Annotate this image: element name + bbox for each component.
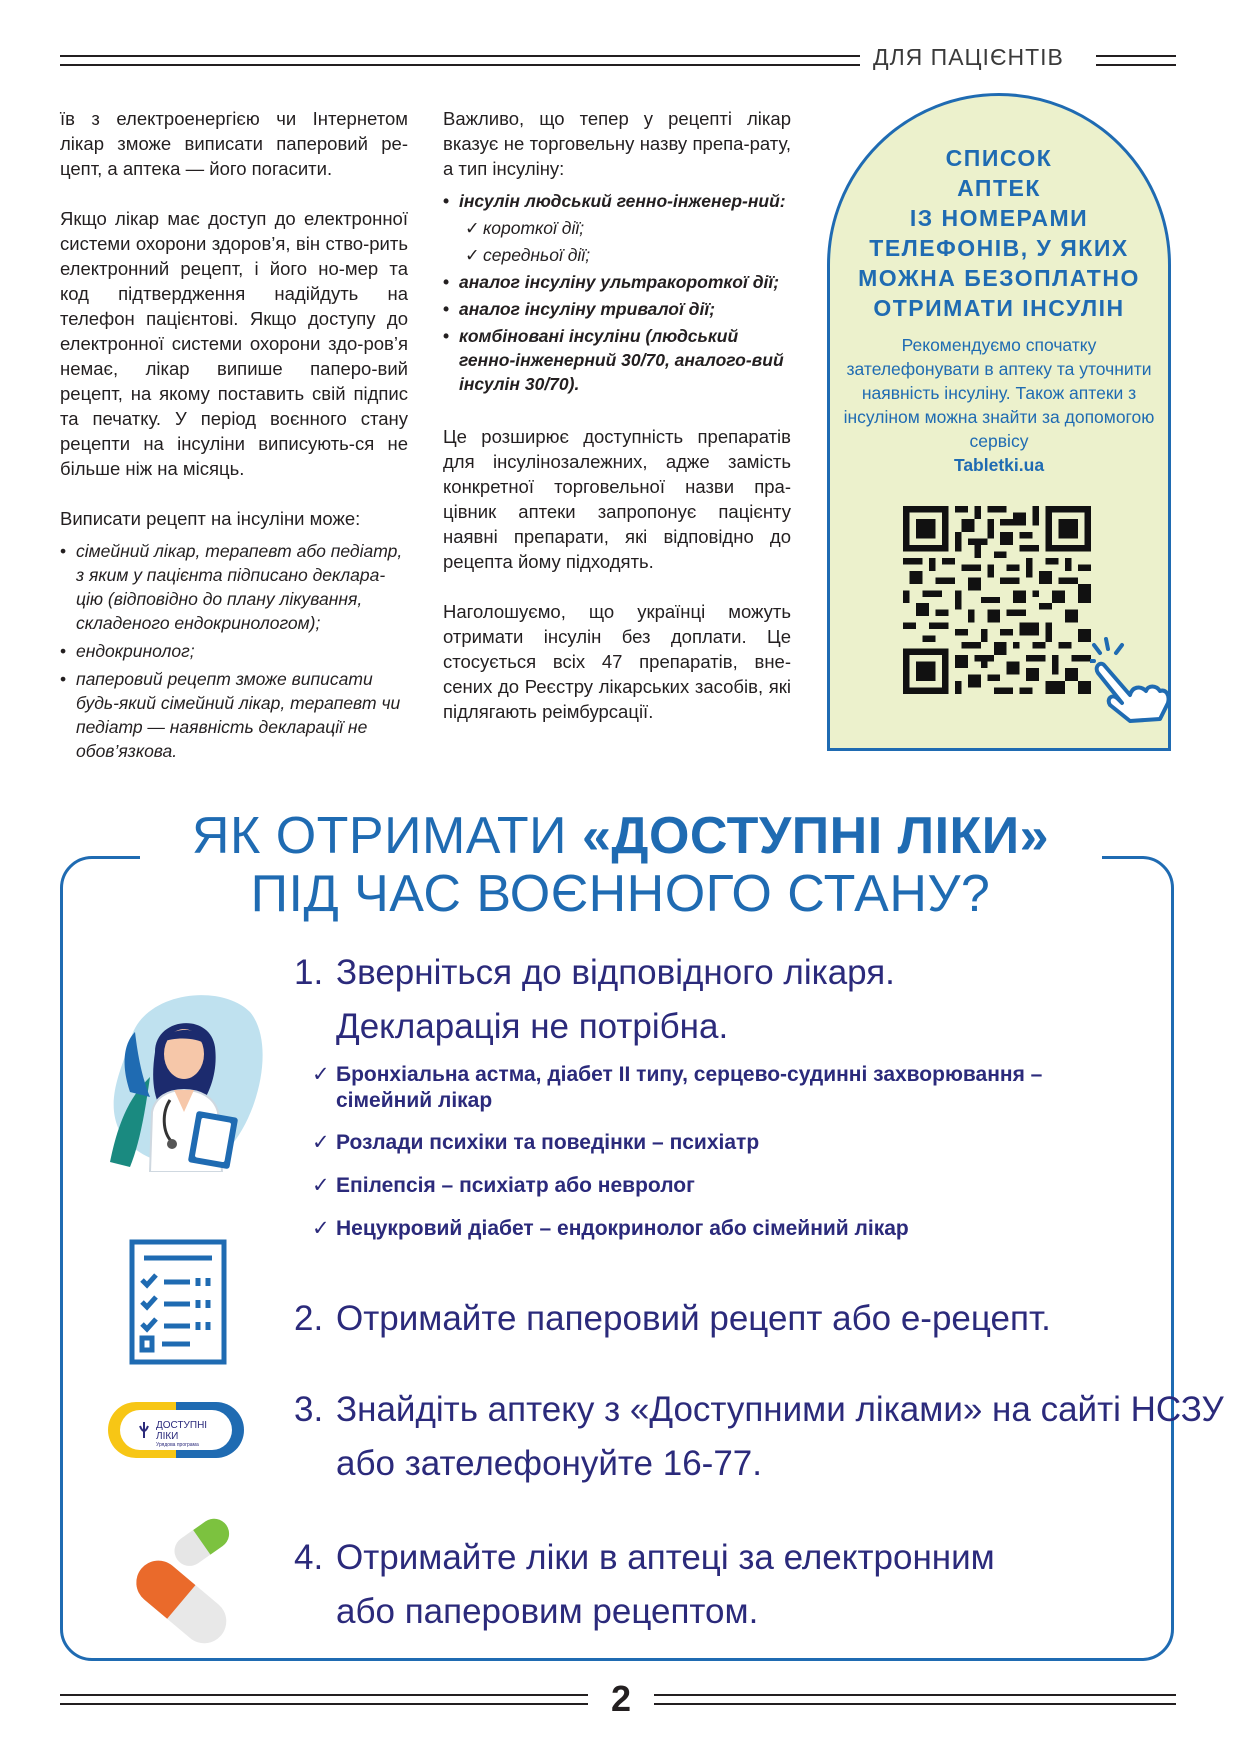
dostupni-liky-logo (104, 1398, 248, 1462)
check-icon: ✓ (312, 1174, 330, 1197)
svg-text:Урядова програма: Урядова програма (156, 1442, 199, 1448)
infobox-title-line2: ПІД ЧАС ВОЄННОГО СТАНУ? (250, 865, 991, 923)
list-item: • сімейний лікар, терапевт або педіатр, з яким у пацієнта підписано деклара-цію (відповідно до плану лікування, складеного ендокринологом); (60, 539, 408, 635)
list-item: • інсулін людський генно-інженер-ний: (443, 189, 791, 213)
paragraph: Це розширює доступність препаратів для інсулінозалежних, адже замість конкретної торговельної назви пра-цівник аптеки запропонує пацієнту наявні препарати, які відповідно до рецепта йому підходять. (443, 426, 791, 572)
section-label: ДЛЯ ПАЦІЄНТІВ (873, 44, 1064, 70)
text-column-1 (60, 106, 408, 767)
insulin-type-list (443, 189, 791, 396)
list-item: • аналог інсуліну ультракороткої дії; (443, 270, 791, 294)
footer-rule-left (60, 1694, 588, 1705)
checklist-icon (128, 1238, 228, 1366)
doctor-item-2: ✓ Розлади психіки та поведінки – психіатр (312, 1131, 760, 1154)
paragraph: Наголошуємо, що українці можуть отримати інсулін без доплати. Це стосується всіх 47 препаратів, вне-сених до Реєстру лікарських засобів, які підлягають реімбурсації. (443, 601, 791, 722)
footer-rule-right (654, 1694, 1176, 1705)
text-column-2 (443, 106, 791, 724)
pharmacy-list-note: Рекомендуємо спочатку зателефонувати в аптеку та уточнити наявність інсуліну. Також аптеки з інсуліном можна знайти за допомогою сервісу Tabletki.ua (843, 335, 1155, 475)
paragraph: Важливо, що тепер у рецепті лікар вказує не торговельну назву препа-рату, а тип інсуліну: (443, 108, 791, 179)
check-icon: ✓ (312, 1131, 330, 1154)
list-subitem: ✓ короткої дії; (443, 216, 791, 240)
list-subitem: ✓ середньої дії; (443, 243, 791, 267)
list-item: • аналог інсуліну тривалої дії; (443, 297, 791, 321)
list-item: • ендокринолог; (60, 639, 408, 663)
paragraph: Якщо лікар має доступ до електронної системи охорони здоров’я, він ство-рить електронний рецепт, і його но-мер та код підтвердження надійдуть на телефон пацієнтові. Якщо доступу до електронної системи охорони здо-ров’я немає, лікар випише паперо-вий рецепт, на якому поставить свій підпис та печатку. У період воєнного стану рецепти на інсуліни виписують-ся не більше ніж на місяць. (60, 208, 408, 479)
prescriber-list (60, 539, 408, 763)
paragraph: їв з електроенергією чи Інтернетом лікар зможе виписати паперовий ре-цепт, а аптека — його погасити. (60, 108, 408, 179)
hand-tap-icon (1090, 635, 1172, 725)
doctor-illustration-icon (100, 982, 270, 1172)
doctor-item-4: ✓ Нецукровий діабет – ендокринолог або сімейний лікар (312, 1217, 909, 1240)
check-icon: ✓ (312, 1063, 330, 1086)
step-4: 4. Отримайте ліки в аптеці за електронним або паперовим рецептом. (294, 1538, 995, 1631)
page-number: 2 (610, 1678, 632, 1719)
svg-text:ДОСТУПНІ: ДОСТУПНІ (156, 1420, 208, 1431)
step-1: 1. Зверніться до відповідного лікаря. Декларація не потрібна. (294, 953, 895, 1046)
list-item: • паперовий рецепт зможе виписати будь-який сімейний лікар, терапевт чи педіатр — наявність декларації не обов’язкова. (60, 667, 408, 763)
svg-text:ЛІКИ: ЛІКИ (156, 1431, 179, 1442)
paragraph: Виписати рецепт на інсуліни може: (60, 508, 361, 529)
pharmacy-list-title: СПИСОК АПТЕК ІЗ НОМЕРАМИ ТЕЛЕФОНІВ, У ЯКИХ МОЖНА БЕЗОПЛАТНО ОТРИМАТИ ІНСУЛІН (858, 145, 1140, 321)
check-icon: ✓ (312, 1217, 330, 1240)
doctor-item-1: ✓ Бронхіальна астма, діабет ІІ типу, серцево-судинні захворювання – сімейний лікар (312, 1063, 1043, 1112)
pills-icon (124, 1512, 234, 1650)
list-item: • комбіновані інсуліни (людський генно-інженерний 30/70, аналого-вий інсулін 30/70). (443, 324, 791, 396)
step-2: 2. Отримайте паперовий рецепт або е-рецепт. (294, 1299, 1051, 1338)
tabletki-link[interactable]: Tabletki.ua (953, 455, 1045, 475)
header-rule-right (1096, 55, 1176, 66)
qr-code-icon[interactable] (903, 506, 1091, 694)
doctor-item-3: ✓ Епілепсія – психіатр або невролог (312, 1174, 695, 1197)
infobox-title: ЯК ОТРИМАТИ «ДОСТУПНІ ЛІКИ» (191, 807, 1050, 865)
header-rule-left (60, 55, 860, 66)
step-3: 3. Знайдіть аптеку з «Доступними ліками» на сайті НСЗУ або зателефонуйте 16-77. (294, 1390, 1224, 1483)
